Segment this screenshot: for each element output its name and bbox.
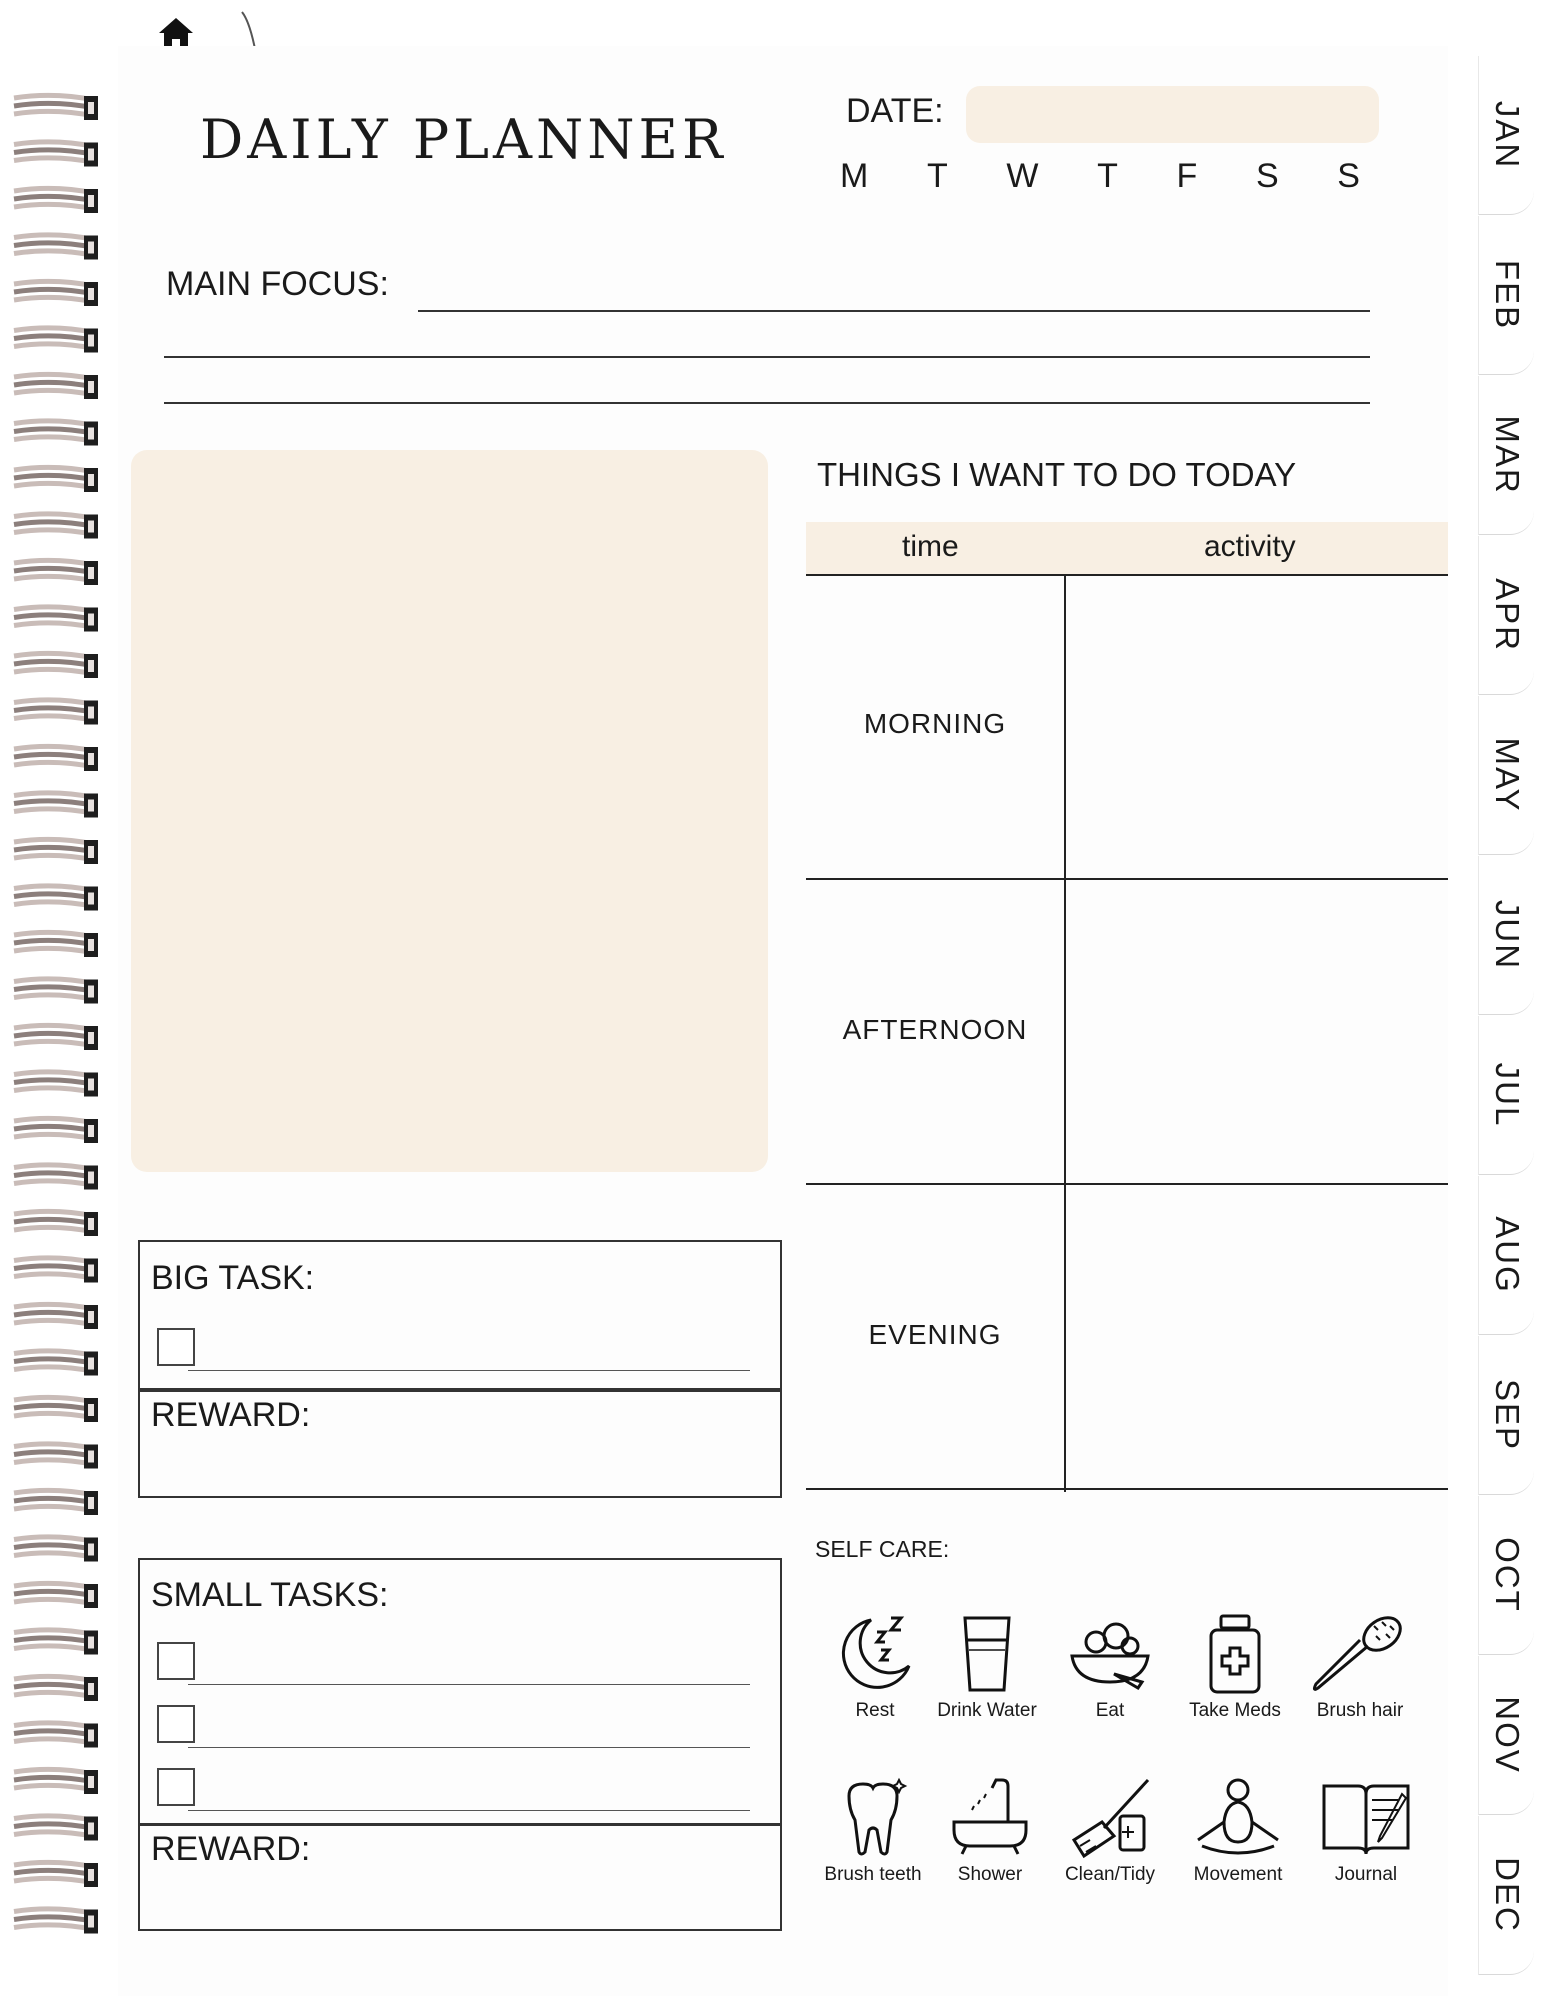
tab-feb[interactable] (1478, 216, 1534, 375)
tab-dec[interactable] (1478, 1816, 1534, 1975)
book-icon (1318, 1776, 1414, 1860)
weekday-tue[interactable]: T (926, 157, 948, 195)
broom-icon (1066, 1776, 1154, 1860)
tab-mar[interactable] (1478, 376, 1534, 535)
spiral-ring (14, 793, 98, 818)
tab-sep-label: SEP (1488, 1378, 1526, 1452)
spiral-ring (14, 839, 98, 864)
spiral-ring (14, 1537, 98, 1562)
tab-jul[interactable] (1478, 1016, 1534, 1175)
page-title: DAILY PLANNER (200, 108, 727, 171)
spiral-ring (14, 746, 98, 771)
self-care-journal-label: Journal (1334, 1864, 1398, 1885)
self-care-title: SELF CARE: (815, 1536, 950, 1562)
medicine-bottle-icon (1193, 1612, 1277, 1696)
spiral-ring (14, 1723, 98, 1748)
spiral-ring (14, 328, 98, 353)
self-care-take-meds-label: Take Meds (1189, 1700, 1281, 1721)
tab-nov[interactable] (1478, 1656, 1534, 1815)
spiral-ring (14, 1862, 98, 1887)
self-care-clean-tidy-label: Clean/Tidy (1064, 1864, 1156, 1885)
period-evening: EVENING (868, 1319, 1002, 1350)
spiral-ring (14, 188, 98, 213)
spiral-ring (14, 1072, 98, 1097)
weekday-sat[interactable]: S (1255, 157, 1279, 195)
todo-row-line (806, 1183, 1448, 1185)
weekday-thu[interactable]: T (1097, 157, 1118, 195)
self-care-brush-teeth-label: Brush teeth (824, 1864, 922, 1885)
spiral-ring (14, 932, 98, 957)
water-glass-icon (945, 1612, 1029, 1696)
self-care-drink-water[interactable] (932, 1612, 1042, 1719)
self-care-eat[interactable] (1055, 1612, 1165, 1719)
self-care-rest[interactable] (820, 1612, 930, 1719)
activity-evening-cell[interactable] (1068, 1187, 1448, 1485)
self-care-brush-hair[interactable] (1305, 1612, 1415, 1719)
bathtub-icon (948, 1776, 1032, 1860)
big-task-checkbox[interactable] (157, 1328, 195, 1366)
spiral-ring (14, 514, 98, 539)
spiral-ring (14, 560, 98, 585)
tab-oct-label: OCT (1488, 1537, 1526, 1613)
small-task-checkbox-3[interactable] (157, 1768, 195, 1806)
meditation-icon (1188, 1776, 1288, 1860)
todo-header (806, 522, 1448, 576)
period-morning: MORNING (863, 708, 1007, 739)
tab-apr[interactable] (1478, 536, 1534, 695)
self-care-rest-label: Rest (855, 1700, 895, 1721)
spiral-ring (14, 653, 98, 678)
tab-may-label: MAY (1488, 737, 1526, 813)
spiral-ring (14, 1769, 98, 1794)
spiral-ring (14, 1304, 98, 1329)
date-field[interactable] (966, 86, 1379, 143)
spiral-ring (14, 1118, 98, 1143)
self-care-shower-label: Shower (957, 1864, 1023, 1885)
todo-row-line (806, 1488, 1448, 1490)
spiral-ring (14, 1676, 98, 1701)
self-care-brush-hair-label: Brush hair (1316, 1700, 1404, 1721)
main-focus-line-1[interactable] (418, 310, 1370, 312)
tab-jul-label: JUL (1488, 1062, 1526, 1128)
weekday-fri[interactable]: F (1176, 157, 1198, 195)
todo-row-line (806, 878, 1448, 880)
col-time-header: time (902, 530, 959, 563)
tab-nov-label: NOV (1488, 1696, 1526, 1774)
tab-aug[interactable] (1478, 1176, 1534, 1335)
small-task-checkbox-1[interactable] (157, 1642, 195, 1680)
spiral-ring (14, 886, 98, 911)
spiral-ring (14, 607, 98, 632)
tab-may[interactable] (1478, 696, 1534, 855)
small-tasks-label: SMALL TASKS: (151, 1576, 389, 1614)
self-care-shower[interactable] (935, 1776, 1045, 1883)
period-afternoon: AFTERNOON (842, 1014, 1028, 1045)
self-care-journal[interactable] (1311, 1776, 1421, 1883)
spiral-ring (14, 1165, 98, 1190)
big-task-line[interactable] (188, 1370, 750, 1371)
spiral-ring (14, 1630, 98, 1655)
main-focus-line-2[interactable] (164, 356, 1370, 358)
spiral-ring (14, 1909, 98, 1934)
main-focus-line-3[interactable] (164, 402, 1370, 404)
small-task-line-2[interactable] (188, 1747, 750, 1748)
spiral-ring (14, 142, 98, 167)
activity-morning-cell[interactable] (1068, 578, 1448, 876)
weekday-sun[interactable]: S (1337, 157, 1360, 195)
weekday-wed[interactable]: W (1006, 157, 1039, 195)
tab-aug-label: AUG (1488, 1216, 1526, 1294)
weekday-selector (840, 157, 1360, 196)
big-task-reward-label: REWARD: (151, 1396, 311, 1434)
spiral-ring (14, 1583, 98, 1608)
big-task-label: BIG TASK: (151, 1259, 315, 1297)
tab-mar-label: MAR (1488, 415, 1526, 495)
spiral-ring (14, 95, 98, 120)
spiral-ring (14, 467, 98, 492)
self-care-clean-tidy[interactable] (1055, 1776, 1165, 1883)
photo-placeholder[interactable] (131, 450, 768, 1172)
tab-oct[interactable] (1478, 1496, 1534, 1655)
food-bowl-icon (1066, 1612, 1154, 1696)
date-label: DATE: (846, 92, 944, 130)
spiral-binding (10, 90, 102, 1970)
spiral-ring (14, 979, 98, 1004)
spiral-ring (14, 1816, 98, 1841)
tab-jun[interactable] (1478, 856, 1534, 1015)
month-tabs (1478, 56, 1533, 1980)
spiral-ring (14, 1490, 98, 1515)
spiral-ring (14, 235, 98, 260)
todo-divider (1064, 576, 1066, 1492)
tab-jan[interactable] (1478, 56, 1534, 215)
todo-title: THINGS I WANT TO DO TODAY (817, 456, 1297, 493)
spiral-ring (14, 1397, 98, 1422)
tab-sep[interactable] (1478, 1336, 1534, 1495)
small-task-line-3[interactable] (188, 1810, 750, 1811)
small-task-line-1[interactable] (188, 1684, 750, 1685)
self-care-drink-water-label: Drink Water (937, 1700, 1037, 1721)
main-focus-label: MAIN FOCUS: (166, 265, 389, 303)
tooth-icon (831, 1776, 915, 1860)
tab-feb-label: FEB (1488, 259, 1526, 331)
spiral-ring (14, 700, 98, 725)
spiral-ring (14, 1025, 98, 1050)
activity-afternoon-cell[interactable] (1068, 882, 1448, 1180)
self-care-take-meds[interactable] (1180, 1612, 1290, 1719)
spiral-ring (14, 421, 98, 446)
spiral-ring (14, 374, 98, 399)
small-task-checkbox-2[interactable] (157, 1705, 195, 1743)
spiral-ring (14, 1211, 98, 1236)
hairbrush-icon (1310, 1612, 1410, 1696)
weekday-mon[interactable]: M (840, 157, 869, 195)
spiral-ring (14, 1444, 98, 1469)
tab-dec-label: DEC (1488, 1857, 1526, 1933)
moon-sleep-icon (833, 1612, 917, 1696)
spiral-ring (14, 281, 98, 306)
spiral-ring (14, 1258, 98, 1283)
self-care-eat-label: Eat (1095, 1700, 1125, 1721)
tab-jun-label: JUN (1488, 899, 1526, 971)
self-care-brush-teeth[interactable] (818, 1776, 928, 1883)
tab-apr-label: APR (1488, 578, 1526, 652)
spiral-ring (14, 1351, 98, 1376)
col-activity-header: activity (1204, 530, 1296, 563)
small-tasks-reward-label: REWARD: (151, 1830, 311, 1868)
self-care-movement-label: Movement (1193, 1864, 1283, 1885)
self-care-movement[interactable] (1183, 1776, 1293, 1883)
tab-jan-label: JAN (1488, 100, 1526, 170)
